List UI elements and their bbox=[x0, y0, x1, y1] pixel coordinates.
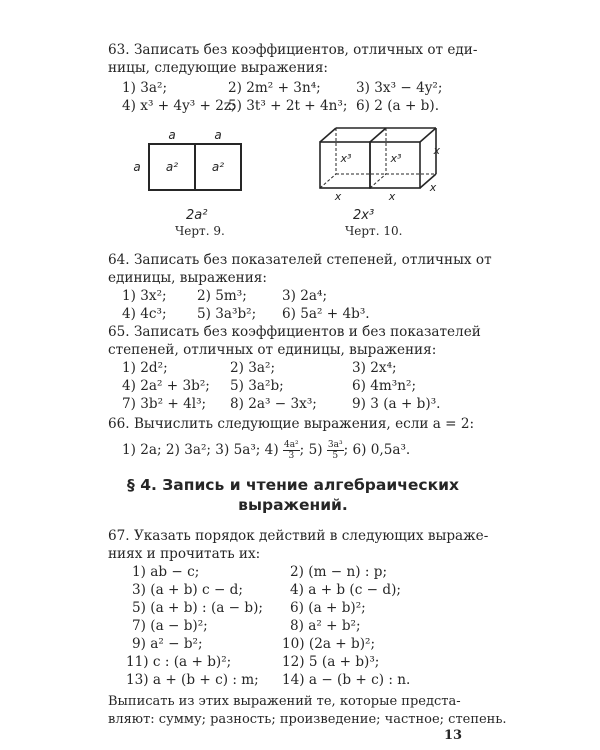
problem-67-item: 11) c : (a + b)²; bbox=[126, 654, 232, 670]
problem-67-item: 9) a² − b²; bbox=[132, 636, 203, 652]
problem-67-item: 2) (m − n) : p; bbox=[290, 564, 388, 580]
fig10-edge-label-2: x bbox=[429, 181, 437, 194]
problem-64-title: 64. Записать без показателей степеней, отличных от bbox=[108, 252, 492, 268]
fig9-top-label: a bbox=[168, 128, 176, 142]
problem-63-line2: ницы, следующие выражения: bbox=[108, 60, 328, 76]
problem-65-item: 3) 2x⁴; bbox=[352, 360, 397, 376]
problem-64-item: 2) 5m³; bbox=[197, 288, 247, 304]
fig10-edge-label: x bbox=[433, 144, 440, 157]
problem-64-item: 1) 3x²; bbox=[122, 288, 167, 304]
problem-63-item: 6) 2 (a + b). bbox=[356, 98, 440, 114]
problem-66-title: 66. Вычислить следующие выражения, если a = 2: bbox=[108, 416, 475, 432]
fig10-edge-label-4: x bbox=[388, 190, 396, 203]
problem-67-item: 1) ab − c; bbox=[132, 564, 200, 580]
fig9-side-label: a bbox=[133, 160, 141, 174]
problem-63-item: 4) x³ + 4y³ + 2z; bbox=[122, 98, 236, 114]
problem-67-item: 8) a² + b²; bbox=[290, 618, 361, 634]
problem-63-item: 5) 3t³ + 2t + 4n³; bbox=[228, 98, 348, 114]
fig9-handwritten-label: 2a² bbox=[186, 208, 208, 223]
problem-67-item: 4) a + b (c − d); bbox=[290, 582, 401, 598]
problem-65-line2: степеней, отличных от единицы, выражения: bbox=[108, 342, 437, 358]
fraction-denominator: 5 bbox=[332, 451, 339, 461]
problem-67-footer: Выписать из этих выражений те, которые предста- bbox=[108, 694, 461, 709]
problem-67-title: 67. Указать порядок действий в следующих выраже- bbox=[108, 528, 489, 544]
problem-67-item: 7) (a − b)²; bbox=[132, 618, 208, 634]
fig10-caption: Черт. 10. bbox=[345, 224, 403, 238]
problem-65-item: 1) 2d²; bbox=[122, 360, 168, 376]
fig9-cell-label: a² bbox=[165, 160, 179, 174]
problem-63-item: 2) 2m² + 3n⁴; bbox=[228, 80, 321, 96]
problem-65-item: 2) 3a²; bbox=[230, 360, 276, 376]
problem-64-item: 4) 4c³; bbox=[122, 306, 167, 322]
problem-64-item: 6) 5a² + 4b³. bbox=[282, 306, 370, 322]
problem-65-item: 4) 2a² + 3b²; bbox=[122, 378, 210, 394]
problem-67-line2: ниях и прочитать их: bbox=[108, 546, 261, 562]
problem-67-footer-2: вляют: сумму; разность; произведение; частное; степень. bbox=[108, 712, 507, 727]
section-heading-line2: выражений. bbox=[238, 496, 348, 514]
problem-67-item: 10) (2a + b)²; bbox=[282, 636, 376, 652]
fig9-top-label-2: a bbox=[214, 128, 222, 142]
problem-63-item: 3) 3x³ − 4y²; bbox=[356, 80, 443, 96]
problem-64-line2: единицы, выражения: bbox=[108, 270, 267, 286]
problem-65-item: 9) 3 (a + b)³. bbox=[352, 396, 441, 412]
problem-65-item: 6) 4m³n²; bbox=[352, 378, 417, 394]
problem-66-part: ; 6) 0,5a³. bbox=[343, 442, 411, 458]
fraction-numerator: 3a³ bbox=[327, 440, 343, 450]
fig10-cell-label: x³ bbox=[340, 152, 352, 165]
problem-67-item: 13) a + (b + c) : m; bbox=[126, 672, 259, 688]
problem-63-title: 63. Записать без коэффициентов, отличных от еди- bbox=[108, 42, 478, 58]
problem-66-part: ; 5) bbox=[299, 442, 323, 458]
problem-65-item: 7) 3b² + 4l³; bbox=[122, 396, 207, 412]
page-number: 13 bbox=[444, 728, 463, 743]
problem-66-part: 1) 2a; 2) 3a²; 3) 5a³; 4) bbox=[122, 442, 279, 458]
problem-67-item: 14) a − (b + c) : n. bbox=[282, 672, 411, 688]
problem-63-item: 1) 3a²; bbox=[122, 80, 168, 96]
fraction-denominator: 3 bbox=[288, 451, 295, 461]
fig9-caption: Черт. 9. bbox=[175, 224, 225, 238]
fraction-numerator: 4a² bbox=[283, 440, 299, 450]
problem-64-item: 5) 3a³b²; bbox=[197, 306, 257, 322]
problem-67-item: 5) (a + b) : (a − b); bbox=[132, 600, 263, 616]
problem-65-title: 65. Записать без коэффициентов и без показателей bbox=[108, 324, 481, 340]
problem-64-item: 3) 2a⁴; bbox=[282, 288, 328, 304]
fig9-cell-label-2: a² bbox=[211, 160, 225, 174]
problem-67-item: 6) (a + b)²; bbox=[290, 600, 366, 616]
problem-67-item: 3) (a + b) c − d; bbox=[132, 582, 243, 598]
fig10-edge-label-3: x bbox=[334, 190, 342, 203]
section-heading: § 4. Запись и чтение алгебраических bbox=[127, 476, 459, 494]
fig10-cell-label-2: x³ bbox=[390, 152, 402, 165]
problem-65-item: 5) 3a²b; bbox=[230, 378, 284, 394]
problem-67-item: 12) 5 (a + b)³; bbox=[282, 654, 380, 670]
fig10-handwritten-label: 2x³ bbox=[353, 208, 375, 223]
problem-65-item: 8) 2a³ − 3x³; bbox=[230, 396, 317, 412]
